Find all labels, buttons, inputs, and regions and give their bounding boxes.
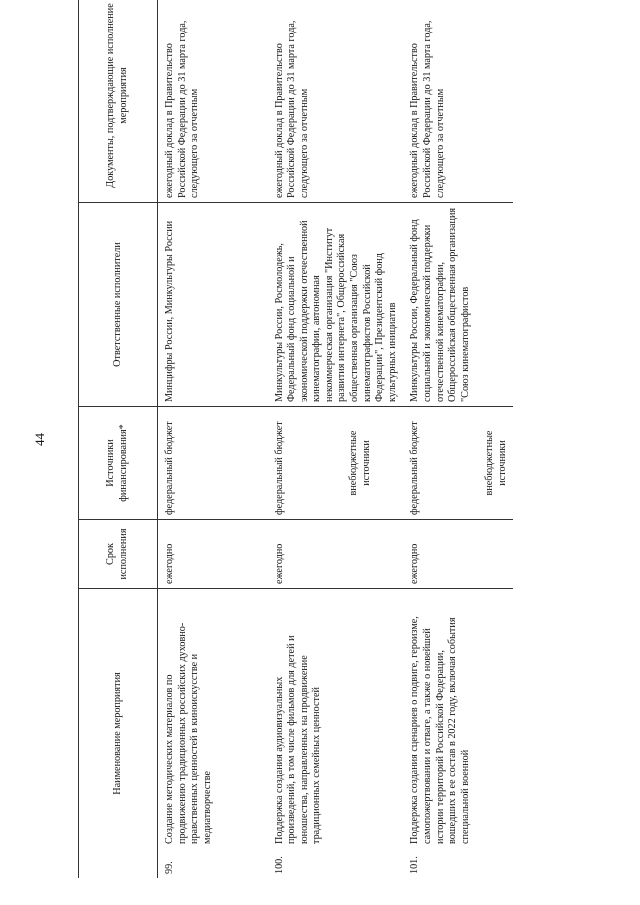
row-number: 99.	[164, 861, 175, 874]
table-row	[268, 0, 404, 878]
cell-source	[158, 407, 268, 520]
row-name: Поддержка создания аудиовизуальных произведений, в том числе фильмов для детей и юношества, направленных на продвижение традиционных семейных ценностей	[273, 635, 323, 844]
cell-source	[268, 407, 404, 520]
header-name: Наименование мероприятия	[79, 589, 158, 879]
source-main: федеральный бюджет	[273, 421, 285, 515]
cell-documents: ежегодный доклад в Правительство Российской Федерации до 31 марта года, следующего за отчетным	[158, 0, 268, 203]
cell-responsible: Минкультуры России, Росмолодежь, Федеральный фонд социальной и экономической поддержки отечественной кинематографии, автономная некоммерческая организация "Институт развития интернета", Общероссийская общественная организация "Союз кинематографистов Российской Федерации", Президентский фонд культурных инициатив	[268, 203, 404, 407]
header-documents: Документы, подтверждающие исполнение мероприятия	[79, 0, 158, 203]
table-row	[158, 0, 268, 878]
row-name: Поддержка создания сценариев о подвиге, героизме, самопожертвовании и отваге, а также о новейшей истории территорий Российской Федерации, вошедших в ее состав в 2022 году, включая события специальной военной	[409, 616, 471, 844]
cell-name	[268, 589, 404, 879]
cell-responsible: Минкультуры России, Федеральный фонд социальной и экономической поддержки отечественной кинематографии, Общероссийская общественная организация "Союз кинематографистов	[403, 203, 513, 407]
cell-documents: ежегодный доклад в Правительство Российской Федерации до 31 марта года, следующего за отчетным	[268, 0, 404, 203]
header-sources: Источники финансирования*	[79, 407, 158, 520]
row-name: Создание методических материалов по продвижению традиционных российских духовно-нравственных ценностей в киноискусстве и медиатворчестве	[164, 622, 213, 844]
row-number: 101.	[409, 856, 421, 874]
source-main: федеральный бюджет	[164, 421, 175, 515]
cell-term: ежегодно	[268, 520, 404, 589]
cell-name	[158, 589, 268, 879]
page-number: 44	[32, 433, 47, 446]
cell-documents: ежегодный доклад в Правительство Российской Федерации до 31 марта года, следующего за отчетным	[403, 0, 513, 203]
cell-source	[403, 407, 513, 520]
source-main: федеральный бюджет	[409, 421, 421, 515]
header-responsible: Ответственные исполнители	[79, 203, 158, 407]
cell-responsible: Минцифры России, Минкультуры России	[158, 203, 268, 407]
source-extra: внебюджетные источники	[484, 430, 508, 496]
cell-term: ежегодно	[403, 520, 513, 589]
rotated-table-container	[78, 3, 548, 878]
cell-name	[403, 589, 513, 879]
table-header-row	[79, 0, 158, 878]
row-number: 100.	[273, 856, 285, 874]
header-term: Срок исполнения	[79, 520, 158, 589]
table-row	[403, 0, 513, 878]
cell-term: ежегодно	[158, 520, 268, 589]
source-extra: внебюджетные источники	[348, 430, 372, 496]
measures-table	[78, 0, 513, 878]
